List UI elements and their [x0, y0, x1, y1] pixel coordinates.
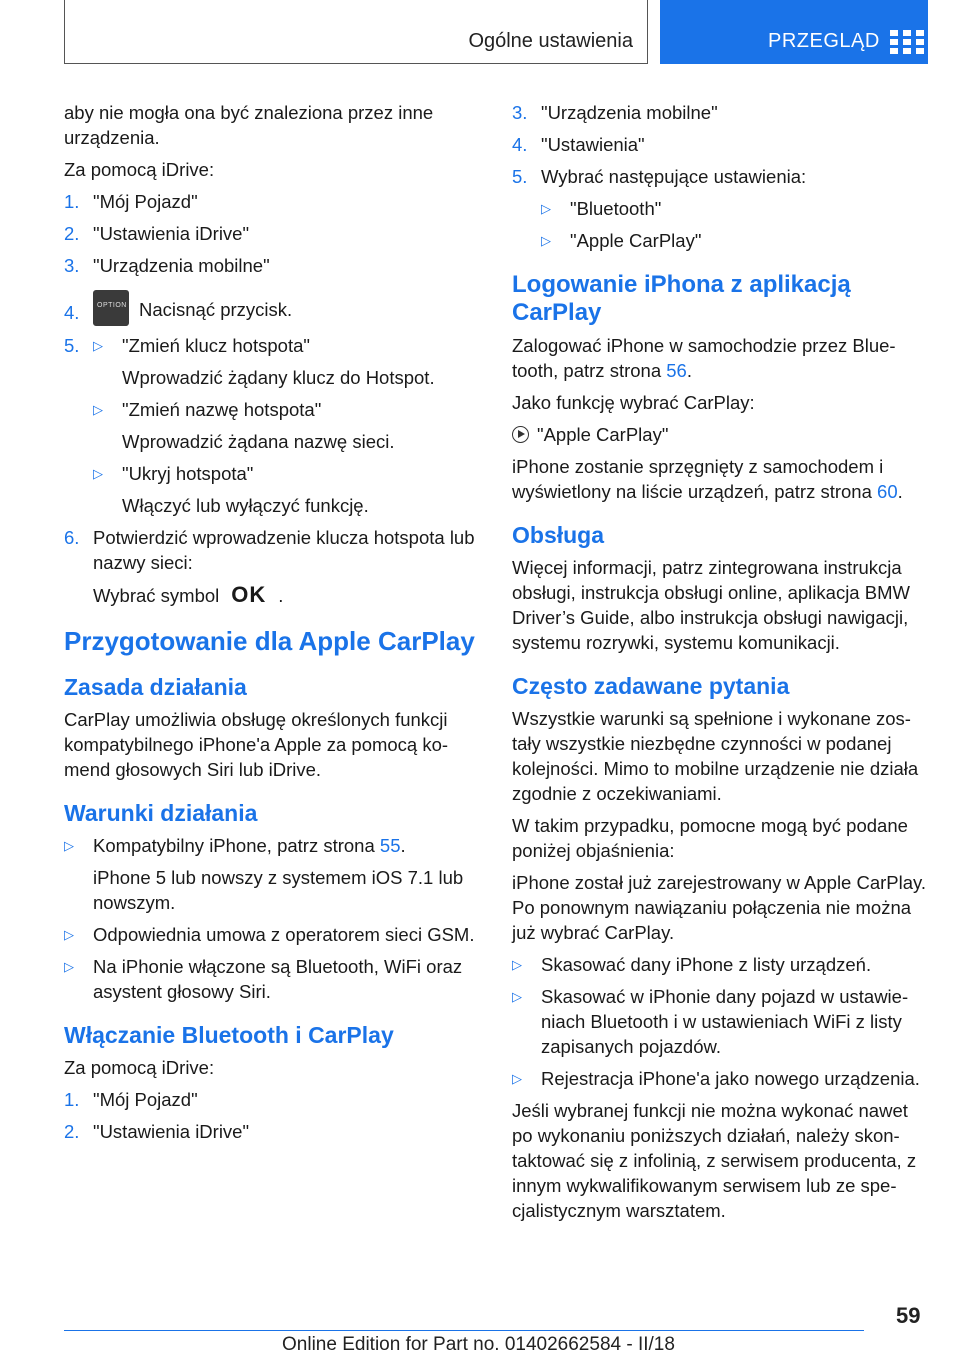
option-button-icon: OPTION — [93, 290, 129, 326]
heading-enable-bluetooth: Włączanie Bluetooth i CarPlay — [64, 1022, 394, 1048]
intro-text: aby nie mogła ona być znaleziona przez inne urządzenia. — [64, 102, 434, 148]
triangle-bullet-icon: ▷ — [64, 927, 74, 942]
footer-divider — [64, 1330, 864, 1331]
faq-text: iPhone został już zarejestrowany w Apple CarPlay. Po ponownym nawiązaniu połączenia nie można już wybrać CarPlay. — [512, 872, 927, 943]
sub-item: ▷ "Ukryj hotspota" — [93, 463, 254, 484]
left-column — [64, 100, 482, 1151]
page-link[interactable]: 60 — [877, 481, 898, 502]
page-link[interactable]: 56 — [666, 360, 687, 381]
principle-text: CarPlay umożliwia obsługę określonych funkcji kompatybilnego iPhone'a Apple za pomocą komend głosowych Siri lub iDrive. — [64, 709, 449, 780]
list-item: 1. "Mój Pojazd" — [64, 1089, 198, 1110]
via-idrive: Za pomocą iDrive: — [64, 159, 215, 180]
list-item: 3. "Urządzenia mobilne" — [64, 255, 270, 276]
faq-text: Wszystkie warunki są spełnione i wykonane zostały wszystkie niezbędne czynności w podanej kolejności. Mimo to mobilne urządzenie nie działa zgodnie z oczekiwaniami. — [512, 708, 919, 804]
sub-item-detail: Wprowadzić żądany klucz do Hotspot. — [122, 367, 435, 388]
sub-item-detail: Wprowadzić żądana nazwę sieci. — [122, 431, 395, 452]
right-column — [512, 100, 930, 1230]
list-item: 2. "Ustawienia iDrive" — [64, 1121, 250, 1142]
sub-item: ▷ "Zmień klucz hotspota" — [93, 335, 310, 356]
sub-item-detail: Włączyć lub wyłączyć funkcję. — [122, 495, 369, 516]
triangle-bullet-icon: ▷ — [512, 1071, 522, 1086]
sub-item: ▷ "Zmień nazwę hotspota" — [93, 399, 322, 420]
triangle-bullet-icon: ▷ — [541, 201, 551, 216]
paired-text: iPhone zostanie sprzęgnięty z samochodem i wyświetlony na liście urządzeń, patrz strona 60. — [512, 456, 903, 502]
page-header — [64, 0, 928, 66]
function-item: "Apple CarPlay" — [512, 422, 930, 447]
heading-operation: Obsługa — [512, 522, 605, 548]
triangle-bullet-icon: ▷ — [64, 838, 74, 853]
via-idrive: Za pomocą iDrive: — [64, 1057, 215, 1078]
section-title: Ogólne ustawienia — [468, 30, 633, 52]
page-link[interactable]: 55 — [379, 835, 401, 856]
operation-text: Więcej informacji, patrz zintegrowana instrukcja obsługi, instrukcja obsługi online, aplikacja BMW Driver’s Guide, albo instrukcja obsługi nawigacji, systemu rozrywki, systemu komunikacji. — [512, 557, 910, 653]
list-item: ▷ Skasować dany iPhone z listy urządzeń. — [512, 954, 872, 975]
list-item: 3. "Urządzenia mobilne" — [512, 102, 718, 123]
page-number: 59 — [896, 1303, 921, 1328]
list-item: ▷ Na iPhonie włączone są Bluetooth, WiFi oraz asystent głosowy Siri. — [64, 956, 463, 1002]
overview-button[interactable] — [660, 0, 928, 64]
triangle-bullet-icon: ▷ — [93, 402, 103, 417]
heading-prepare-carplay: Przygotowanie dla Apple CarPlay — [64, 626, 475, 656]
list-item: ▷ Skasować w iPhonie dany pojazd w ustawieniach Bluetooth i w ustawieniach WiFi z listy zapisanych pojazdów. — [512, 986, 909, 1057]
sub-item: ▷ "Apple CarPlay" — [541, 230, 702, 251]
list-item: ▷ Odpowiednia umowa z operatorem sieci GSM. — [64, 924, 475, 945]
triangle-bullet-icon: ▷ — [512, 957, 522, 972]
select-symbol-line: Wybrać symbol OK . — [93, 582, 284, 607]
faq-text: W takim przypadku, pomocne mogą być podane poniżej objaśnienia: — [512, 815, 908, 861]
triangle-bullet-icon: ▷ — [93, 466, 103, 481]
function-text: Jako funkcję wybrać CarPlay: — [512, 392, 755, 413]
footer-edition: Online Edition for Part no. 01402662584 - II/18 — [282, 1334, 675, 1355]
heading-principle: Zasada działania — [64, 674, 247, 700]
triangle-bullet-icon: ▷ — [512, 989, 522, 1004]
list-item: 4. "Ustawienia" — [512, 134, 645, 155]
triangle-bullet-icon: ▷ — [93, 338, 103, 353]
heading-conditions: Warunki działania — [64, 800, 258, 826]
triangle-bullet-icon: ▷ — [541, 233, 551, 248]
overview-label: PRZEGLĄD — [768, 30, 880, 52]
list-item: 2. "Ustawienia iDrive" — [64, 223, 250, 244]
list-item: 5. Wybrać następujące ustawienia: — [512, 166, 807, 187]
section-tab — [64, 0, 648, 64]
list-item: 1. "Mój Pojazd" — [64, 191, 198, 212]
list-item: 6. Potwierdzić wprowadzenie klucza hotspota lub nazwy sieci: Wybrać symbol OK . — [64, 525, 482, 608]
triangle-bullet-icon: ▷ — [64, 959, 74, 974]
login-text: Zalogować iPhone w samochodzie przez Bluetooth, patrz strona 56. — [512, 335, 896, 381]
list-item: 5. ▷ "Zmień klucz hotspota" Wprowadzić żądany klucz do Hotspot. ▷ "Zmień nazwę hotspota" Wprowadzić żądana nazwę sieci. ▷ "Ukryj hotspota" Włączyć lub wyłączyć funkcję. — [64, 333, 482, 518]
list-item: 4. OPTION Nacisnąć przycisk. — [64, 290, 482, 326]
grid-icon — [890, 30, 924, 54]
play-icon — [512, 426, 529, 443]
list-item: ▷ Rejestracja iPhone'a jako nowego urządzenia. — [512, 1068, 920, 1089]
heading-login-iphone: Logowanie iPhona z aplikacją CarPlay — [512, 271, 851, 326]
sub-item: ▷ "Bluetooth" — [541, 198, 662, 219]
heading-faq: Często zadawane pytania — [512, 673, 790, 699]
list-item: ▷ Kompatybilny iPhone, patrz strona 55. iPhone 5 lub nowszy z systemem iOS 7.1 lub nowszym. — [64, 835, 464, 913]
ok-symbol-icon: OK — [231, 582, 267, 607]
closing-text: Jeśli wybranej funkcji nie można wykonać nawet po wykonaniu poniższych działań, należy skontaktować się z infolinią, z serwisem producenta, z innym wykwalifikowanym serwisem lub ze specjalistycznym warsztatem. — [512, 1100, 917, 1221]
